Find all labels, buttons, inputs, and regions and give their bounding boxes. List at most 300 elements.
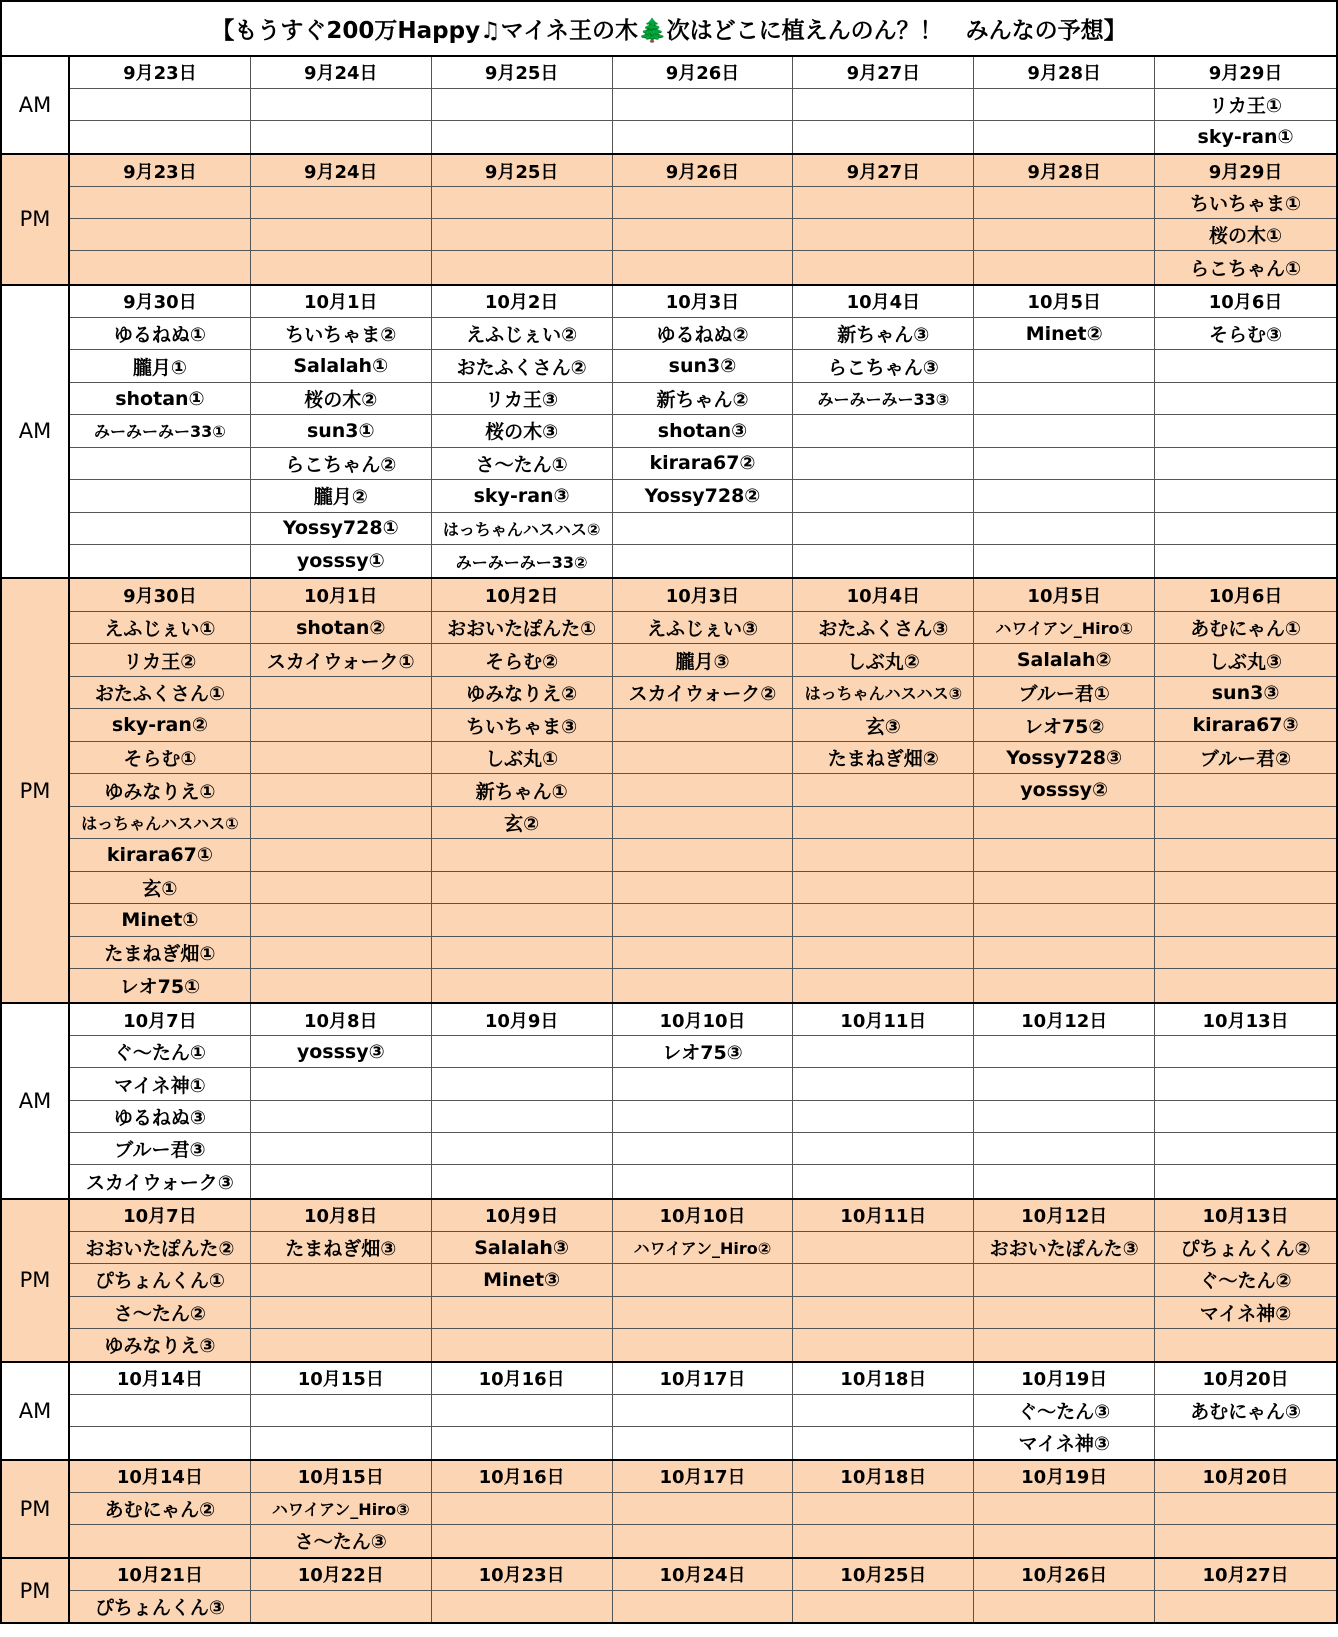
prediction-entry: sun3① [251, 415, 432, 447]
empty-cell [613, 89, 794, 121]
empty-cell [251, 1427, 432, 1459]
prediction-entry: yosssy② [974, 774, 1155, 806]
empty-cell [613, 774, 794, 806]
prediction-entry: あむにゃん① [1155, 612, 1336, 645]
block-5-pm [0, 1200, 1338, 1363]
empty-cell [1155, 448, 1336, 480]
empty-cell [793, 1232, 974, 1264]
empty-cell [1155, 904, 1336, 937]
date-header: 10月16日 [432, 1363, 613, 1395]
empty-cell [613, 1591, 794, 1623]
prediction-entry: リカ王③ [432, 383, 613, 415]
empty-cell [1155, 1493, 1336, 1525]
empty-cell [613, 1101, 794, 1133]
period-label: AM [2, 57, 70, 153]
prediction-entry: ブルー君① [974, 677, 1155, 709]
empty-cell [1155, 480, 1336, 512]
empty-cell [793, 969, 974, 1002]
block-6-am [0, 1363, 1338, 1461]
date-header: 9月27日 [793, 155, 974, 187]
empty-cell [1155, 774, 1336, 806]
prediction-entry: あむにゃん② [70, 1493, 251, 1525]
empty-cell [974, 545, 1155, 577]
prediction-entry: kirara67① [70, 839, 251, 872]
date-header: 10月18日 [793, 1461, 974, 1493]
prediction-entry: ゆるねぬ② [613, 318, 794, 350]
date-header: 10月27日 [1155, 1559, 1336, 1591]
date-header: 10月11日 [793, 1004, 974, 1036]
date-header: 10月14日 [70, 1363, 251, 1395]
empty-cell [1155, 1133, 1336, 1165]
prediction-entry: おおいたぽんた② [70, 1232, 251, 1264]
empty-cell [251, 251, 432, 283]
prediction-entry: さ～たん② [70, 1297, 251, 1329]
prediction-entry: あむにゃん③ [1155, 1395, 1336, 1427]
empty-cell [1155, 1591, 1336, 1623]
date-header: 9月26日 [613, 57, 794, 89]
empty-cell [793, 937, 974, 970]
prediction-entry: 桜の木② [251, 383, 432, 415]
empty-cell [613, 1395, 794, 1427]
empty-cell [1155, 969, 1336, 1002]
empty-cell [613, 545, 794, 577]
empty-cell [793, 480, 974, 512]
prediction-entry: ゆみなりえ② [432, 677, 613, 709]
empty-cell [432, 1101, 613, 1133]
prediction-entry: レオ75① [70, 969, 251, 1002]
empty-cell [432, 1036, 613, 1068]
prediction-entry: ちいちゃま① [1155, 187, 1336, 219]
empty-cell [613, 807, 794, 840]
prediction-entry: ぴちょんくん② [1155, 1232, 1336, 1264]
prediction-entry: shotan① [70, 383, 251, 415]
empty-cell [251, 937, 432, 970]
prediction-entry: レオ75② [974, 709, 1155, 742]
prediction-entry: 桜の木③ [432, 415, 613, 447]
prediction-entry: sky-ran② [70, 709, 251, 742]
empty-cell [793, 1395, 974, 1427]
prediction-entry: リカ王① [1155, 89, 1336, 121]
empty-cell [974, 89, 1155, 121]
prediction-entry: はっちゃんハスハス③ [793, 677, 974, 709]
sheet-title: 【もうすぐ200万Happy♫マイネ王の木🌲次はどこに植えんのん？！ みんなの予想】 [0, 0, 1338, 57]
date-header: 10月2日 [432, 286, 613, 318]
empty-cell [613, 1297, 794, 1329]
period-label: PM [2, 1200, 70, 1361]
empty-cell [974, 383, 1155, 415]
empty-cell [974, 350, 1155, 382]
date-header: 10月1日 [251, 286, 432, 318]
prediction-entry: shotan③ [613, 415, 794, 447]
empty-cell [793, 1493, 974, 1525]
prediction-entry: さ～たん③ [251, 1525, 432, 1557]
empty-cell [793, 448, 974, 480]
empty-cell [1155, 1068, 1336, 1100]
empty-cell [974, 1068, 1155, 1100]
date-header: 10月17日 [613, 1461, 794, 1493]
empty-cell [613, 969, 794, 1002]
date-header: 10月7日 [70, 1004, 251, 1036]
date-header: 10月7日 [70, 1200, 251, 1232]
date-header: 10月15日 [251, 1363, 432, 1395]
prediction-entry: kirara67② [613, 448, 794, 480]
empty-cell [974, 1297, 1155, 1329]
prediction-entry: みーみーみー33② [432, 545, 613, 577]
prediction-entry: Salalah① [251, 350, 432, 382]
prediction-entry: マイネ神② [1155, 1297, 1336, 1329]
empty-cell [432, 121, 613, 153]
empty-cell [974, 1493, 1155, 1525]
block-grid [70, 286, 1336, 578]
date-header: 9月25日 [432, 155, 613, 187]
date-header: 9月28日 [974, 155, 1155, 187]
empty-cell [613, 1329, 794, 1361]
block-7-pm [0, 1461, 1338, 1559]
empty-cell [613, 1165, 794, 1197]
prediction-entry: sun3③ [1155, 677, 1336, 709]
empty-cell [793, 219, 974, 251]
prediction-entry: Salalah③ [432, 1232, 613, 1264]
empty-cell [70, 187, 251, 219]
empty-cell [793, 774, 974, 806]
block-8-pm [0, 1559, 1338, 1624]
empty-cell [613, 1427, 794, 1459]
date-header: 10月9日 [432, 1200, 613, 1232]
period-label: PM [2, 155, 70, 284]
empty-cell [613, 121, 794, 153]
empty-cell [251, 774, 432, 806]
prediction-entry: sky-ran① [1197, 125, 1294, 148]
prediction-entry: ゆるねぬ③ [70, 1101, 251, 1133]
period-label: PM [2, 1559, 70, 1622]
date-header: 10月16日 [432, 1461, 613, 1493]
empty-cell [251, 839, 432, 872]
prediction-entry: スカイウォーク② [613, 677, 794, 709]
prediction-entry: ブルー君③ [70, 1133, 251, 1165]
date-header: 10月20日 [1155, 1363, 1336, 1395]
empty-cell [432, 1395, 613, 1427]
empty-cell [974, 121, 1155, 153]
empty-cell [974, 937, 1155, 970]
empty-cell [251, 219, 432, 251]
empty-cell [793, 839, 974, 872]
block-grid [70, 57, 1336, 153]
empty-cell [793, 904, 974, 937]
date-header: 9月26日 [613, 155, 794, 187]
empty-cell [432, 839, 613, 872]
empty-cell [70, 513, 251, 545]
prediction-entry: 朧月② [251, 480, 432, 512]
empty-cell [974, 1165, 1155, 1197]
empty-cell [251, 121, 432, 153]
empty-cell [432, 1297, 613, 1329]
date-header: 9月24日 [251, 57, 432, 89]
prediction-entry: 玄③ [793, 709, 974, 742]
empty-cell [432, 187, 613, 219]
prediction-entry: ぐ～たん② [1155, 1264, 1336, 1296]
empty-cell [432, 1427, 613, 1459]
empty-cell [793, 872, 974, 904]
empty-cell [974, 1101, 1155, 1133]
empty-cell [432, 969, 613, 1002]
prediction-entry: おたふくさん② [432, 350, 613, 382]
prediction-entry: 新ちゃん③ [793, 318, 974, 350]
empty-cell [70, 121, 251, 153]
prediction-entry: おおいたぽんた① [432, 612, 613, 645]
empty-cell [432, 937, 613, 970]
prediction-entry: yosssy① [251, 545, 432, 577]
prediction-entry: Minet② [974, 318, 1155, 350]
date-header: 10月14日 [70, 1461, 251, 1493]
block-4-am [0, 1004, 1338, 1200]
empty-cell [70, 545, 251, 577]
period-label: AM [2, 1363, 70, 1459]
empty-cell [251, 904, 432, 937]
date-header: 10月24日 [613, 1559, 794, 1591]
empty-cell [251, 187, 432, 219]
prediction-entry: らこちゃん③ [793, 350, 974, 382]
empty-cell [613, 1068, 794, 1100]
prediction-entry: ちいちゃま② [251, 318, 432, 350]
prediction-entry: おたふくさん① [70, 677, 251, 709]
prediction-entry: Yossy728① [251, 513, 432, 545]
empty-cell [432, 1329, 613, 1361]
empty-cell [974, 251, 1155, 283]
prediction-entry: shotan② [251, 612, 432, 645]
prediction-entry: はっちゃんハスハス① [70, 807, 251, 840]
prediction-entry: kirara67③ [1155, 709, 1336, 742]
empty-cell [1155, 1036, 1336, 1068]
prediction-entry: 玄① [70, 872, 251, 904]
prediction-entry: 朧月① [70, 350, 251, 382]
empty-cell [613, 904, 794, 937]
empty-cell [432, 251, 613, 283]
empty-cell [613, 839, 794, 872]
date-header: 10月13日 [1155, 1004, 1336, 1036]
empty-cell [1155, 415, 1336, 447]
empty-cell [432, 872, 613, 904]
prediction-entry: 新ちゃん① [432, 774, 613, 806]
empty-cell [1155, 513, 1336, 545]
empty-cell [613, 1133, 794, 1165]
date-header: 10月12日 [974, 1200, 1155, 1232]
date-header: 10月11日 [793, 1200, 974, 1232]
empty-cell [251, 1591, 432, 1623]
empty-cell [793, 807, 974, 840]
prediction-entry: しぶ丸③ [1155, 644, 1336, 677]
period-label: PM [2, 579, 70, 1001]
prediction-entry: ぐ～たん① [70, 1036, 251, 1068]
date-header: 10月9日 [432, 1004, 613, 1036]
date-header: 10月3日 [613, 579, 794, 611]
date-header: 10月5日 [974, 286, 1155, 318]
prediction-entry: ぴちょんくん① [70, 1264, 251, 1296]
empty-cell [251, 89, 432, 121]
prediction-entry: しぶ丸② [793, 644, 974, 677]
date-header: 10月18日 [793, 1363, 974, 1395]
prediction-entry: えふじぇい① [70, 612, 251, 645]
prediction-entry: sky-ran③ [432, 480, 613, 512]
prediction-entry: おたふくさん③ [793, 612, 974, 645]
date-header: 10月21日 [70, 1559, 251, 1591]
empty-cell [70, 89, 251, 121]
date-header: 10月5日 [974, 579, 1155, 611]
prediction-entry: Yossy728③ [974, 742, 1155, 775]
empty-cell [793, 1525, 974, 1557]
prediction-entry: 新ちゃん② [613, 383, 794, 415]
date-header: 9月24日 [251, 155, 432, 187]
period-label: PM [2, 1461, 70, 1557]
empty-cell [974, 513, 1155, 545]
empty-cell [432, 904, 613, 937]
empty-cell [251, 1264, 432, 1296]
block-3-pm [0, 579, 1338, 1003]
date-header: 10月22日 [251, 1559, 432, 1591]
empty-cell [793, 1297, 974, 1329]
empty-cell [613, 251, 794, 283]
date-header: 10月4日 [793, 579, 974, 611]
prediction-entry: ハワイアン_Hiro① [974, 612, 1155, 645]
empty-cell [974, 480, 1155, 512]
date-header: 10月19日 [974, 1461, 1155, 1493]
date-header: 10月15日 [251, 1461, 432, 1493]
date-header: 10月10日 [613, 1200, 794, 1232]
empty-cell [1155, 1525, 1336, 1557]
empty-cell [793, 1591, 974, 1623]
prediction-entry: おおいたぽんた③ [974, 1232, 1155, 1264]
block-grid [70, 1200, 1336, 1361]
block-grid [70, 1559, 1336, 1622]
prediction-entry: sun3② [613, 350, 794, 382]
empty-cell [432, 1165, 613, 1197]
empty-cell [1155, 937, 1336, 970]
date-header: 10月8日 [251, 1004, 432, 1036]
prediction-entry: 玄② [432, 807, 613, 840]
empty-cell [793, 1068, 974, 1100]
prediction-entry: えふじぇい② [432, 318, 613, 350]
prediction-entry: マイネ神③ [974, 1427, 1155, 1459]
prediction-entry: そらむ① [70, 742, 251, 775]
prediction-entry: yosssy③ [251, 1036, 432, 1068]
empty-cell [974, 1036, 1155, 1068]
empty-cell [70, 480, 251, 512]
prediction-entry: Minet③ [432, 1264, 613, 1296]
prediction-entry: らこちゃん② [251, 448, 432, 480]
empty-cell [793, 1427, 974, 1459]
empty-cell [974, 1264, 1155, 1296]
prediction-entry: スカイウォーク③ [70, 1165, 251, 1197]
empty-cell [1155, 1329, 1336, 1361]
empty-cell [613, 1493, 794, 1525]
empty-cell [251, 1101, 432, 1133]
empty-cell [70, 448, 251, 480]
empty-cell [251, 969, 432, 1002]
prediction-entry: ブルー君② [1155, 742, 1336, 775]
empty-cell [974, 872, 1155, 904]
empty-cell [1155, 1165, 1336, 1197]
prediction-entry: ゆみなりえ① [70, 774, 251, 806]
empty-cell [251, 1329, 432, 1361]
empty-cell [70, 219, 251, 251]
empty-cell [1155, 350, 1336, 382]
date-header: 9月25日 [432, 57, 613, 89]
empty-cell [70, 1525, 251, 1557]
date-header: 9月29日 [1155, 155, 1336, 187]
empty-cell [793, 513, 974, 545]
empty-cell [432, 1591, 613, 1623]
empty-cell [1155, 383, 1336, 415]
empty-cell [251, 872, 432, 904]
empty-cell [251, 1068, 432, 1100]
date-header: 10月6日 [1155, 286, 1336, 318]
empty-cell [613, 513, 794, 545]
empty-cell [432, 1133, 613, 1165]
prediction-entry: たまねぎ畑① [70, 937, 251, 970]
empty-cell [793, 1264, 974, 1296]
empty-cell [1155, 807, 1336, 840]
prediction-entry: 桜の木① [1155, 219, 1336, 251]
prediction-entry: さ～たん① [432, 448, 613, 480]
date-header: 10月12日 [974, 1004, 1155, 1036]
date-header: 10月3日 [613, 286, 794, 318]
empty-cell [251, 1297, 432, 1329]
block-grid [70, 1461, 1336, 1557]
date-header: 10月13日 [1155, 1200, 1336, 1232]
block-grid [70, 579, 1336, 1001]
prediction-entry: そらむ③ [1155, 318, 1336, 350]
prediction-entry: らこちゃん① [1190, 257, 1302, 280]
empty-cell [974, 807, 1155, 840]
empty-cell [70, 251, 251, 283]
prediction-entry: みーみーみー33① [70, 415, 251, 447]
empty-cell [613, 709, 794, 742]
block-grid [70, 155, 1336, 284]
prediction-entry: たまねぎ畑③ [251, 1232, 432, 1264]
empty-cell [793, 1133, 974, 1165]
date-header: 10月19日 [974, 1363, 1155, 1395]
date-header: 9月23日 [70, 155, 251, 187]
empty-cell [432, 1068, 613, 1100]
prediction-entry: マイネ神① [70, 1068, 251, 1100]
date-header: 9月30日 [70, 286, 251, 318]
empty-cell [613, 1264, 794, 1296]
empty-cell [974, 448, 1155, 480]
empty-cell [1155, 839, 1336, 872]
empty-cell [1155, 545, 1336, 577]
empty-cell [974, 1591, 1155, 1623]
block-0-am [0, 57, 1338, 155]
prediction-entry: リカ王② [70, 644, 251, 677]
empty-cell [251, 1133, 432, 1165]
empty-cell [793, 1165, 974, 1197]
prediction-entry: ゆるねぬ① [70, 318, 251, 350]
empty-cell [432, 89, 613, 121]
prediction-entry: ハワイアン_Hiro③ [251, 1493, 432, 1525]
empty-cell [793, 1101, 974, 1133]
prediction-entry: ちいちゃま③ [432, 709, 613, 742]
empty-cell [793, 121, 974, 153]
prediction-entry: ハワイアン_Hiro② [613, 1232, 794, 1264]
empty-cell [793, 415, 974, 447]
empty-cell [251, 1395, 432, 1427]
date-header: 10月1日 [251, 579, 432, 611]
prediction-entry: ぐ～たん③ [974, 1395, 1155, 1427]
date-header: 10月4日 [793, 286, 974, 318]
empty-cell [251, 677, 432, 709]
block-grid [70, 1004, 1336, 1198]
empty-cell [793, 187, 974, 219]
prediction-entry: ゆみなりえ③ [70, 1329, 251, 1361]
